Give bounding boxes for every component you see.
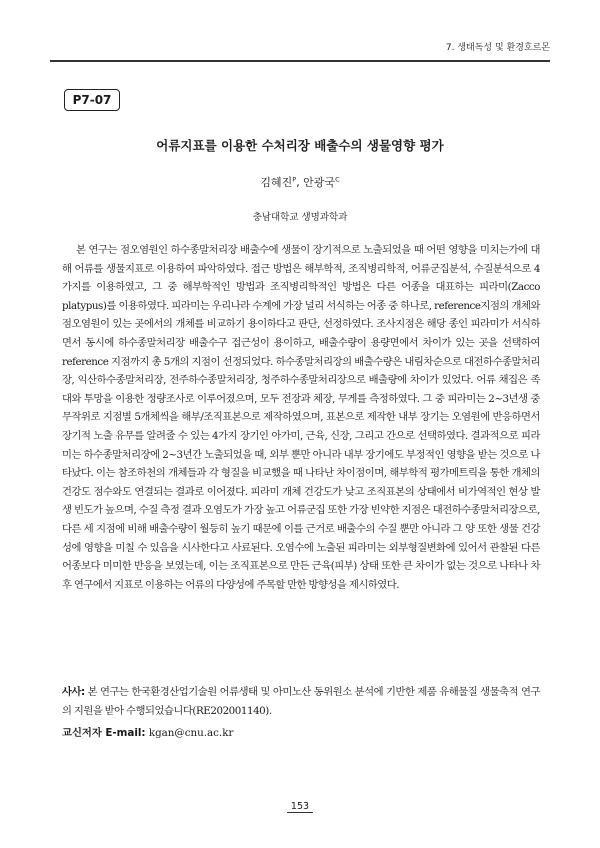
contact-line — [62, 724, 233, 739]
page-number-wrap — [0, 801, 600, 812]
acknowledgement — [62, 683, 540, 720]
author-list — [60, 174, 540, 190]
presenter-mark: P — [292, 175, 297, 184]
abstract-body: 본 연구는 점오염원인 하수종말처리장 배출수에 생물이 장기적으로 노출되었을 때 어떤 영향을 미치는가에 대해 어류를 생물지표로 이용하여 파악하였다. 접근 방법은 해부학적, 조직병리학적, 어류군집분석, 수질분석으로 4가지를 이용하였고, 그 중 해부학적인 방법과 조직병리학적인 방법은 다른 어종을 대표하는 피라미(Zacco platypus)를 이용하였다. 피라미는 우리나라 수계에 가장 널리 서식하는 어종 중 하나로, reference지점의 개체와 점오염원이 있는 곳에서의 개체를 비교하기 용이하다고 판단, 선정하였다. 조사지점은 해당 종인 피라미가 서식하면서 동시에 하수종말처리장 배출수구 접근성이 용이하고, 배출수량이 용량면에서 차이가 있는 곳을 선택하여 reference 지점까지 총 5개의 지점이 선정되었다. 하수종말처리장의 배출수량은 내림차순으로 대전하수종말처리장, 익산하수종말처리장, 전주하수종말처리장, 청주하수종말처리장으로 배출량에 차이가 있었다. 어류 채집은 족대와 투망을 이용한 정량조사로 이루어졌으며, 모두 전장과 체장, 무게를 측정하였다. 그 중 피라미는 2~3년생 중 무작위로 지점별 5개체씩을 해부/조직표본으로 제작하였으며, 표본으로 제작한 내부 장기는 오염원에 반응하면서 장기적 노출 유무를 알려줄 수 있는 4가지 장기인 아가미, 근육, 신장, 그리고 간으로 선택하였다. 결과적으로 피라미는 하수종말처리장에 2~3년간 노출되었을 때, 외부 뿐만 아니라 내부 장기에도 부정적인 영향을 받는 것으로 나타났다. 이는 참조하천의 개체들과 각 형질을 비교했을 때 나타난 차이점이며, 해부학적 평가메트릭을 통한 개체의 건강도 점수와도 연결되는 결과로 이어졌다. 피라미 개체 건강도가 낮고 조직표본의 상태에서 비가역적인 현상 발생 빈도가 높으며, 수질 측정 결과 오염도가 가장 높고 어류군집 또한 가장 빈약한 지점은 대전하수종말처리장으로, 다른 세 지점에 비해 배출수량이 월등히 높기 때문에 이를 근거로 배출수의 수질 뿐만 아니라 그 양 또한 생물 건강성에 영향을 미칠 수 있음을 시사한다고 사료된다. 오염수에 노출된 피라미는 외부형질변화에 있어서 관찰된 다른 어종보다 미미한 반응을 보였는데, 이는 조직표본으로 만든 근육(피부) 상태 또한 큰 차이가 없는 것으로 나타나 차후 연구에서 지표로 이용하는 어류의 다양성에 주목할 만한 방향성을 제시하였다. — [62, 244, 540, 591]
affiliation: 충남대학교 생명과학과 — [252, 212, 348, 223]
ack-label: 사사: — [62, 686, 85, 698]
section-header: 7. 생태독성 및 환경호르몬 — [445, 43, 550, 53]
paper-title: 어류지표를 이용한 수처리장 배출수의 생물영향 평가 — [156, 138, 444, 153]
contact-label: 교신저자 E-mail: — [62, 727, 146, 739]
header-rule — [50, 60, 550, 62]
paper-code-badge: P7-07 — [64, 89, 120, 111]
author-first: 김혜진 — [260, 176, 293, 189]
corresponding-mark: C — [335, 175, 340, 184]
ack-text: 본 연구는 한국환경산업기술원 어류생태 및 아미노산 동위원소 분석에 기반한 제품 유해물질 생물축적 연구의 지원을 받아 수행되었습니다(RE202001140). — [62, 686, 541, 717]
author-second: , 안광국 — [296, 176, 336, 189]
contact-email[interactable]: kgan@cnu.ac.kr — [148, 727, 234, 739]
page-number: 153 — [287, 801, 313, 813]
